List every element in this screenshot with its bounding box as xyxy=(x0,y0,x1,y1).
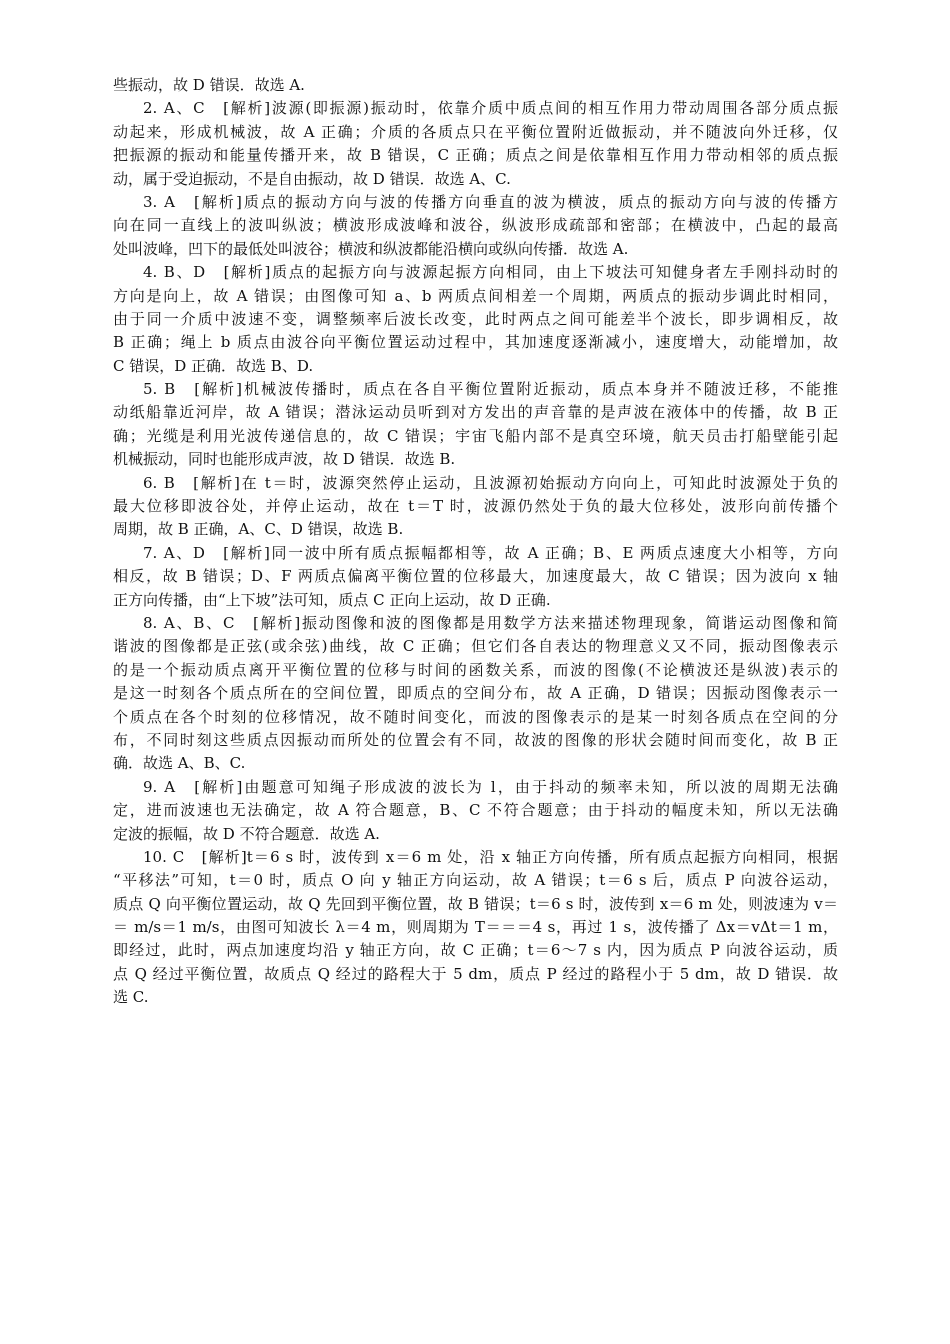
text-line: 正方向传播，由“上下坡”法可知，质点 C 正向上运动，故 D 正确. xyxy=(113,590,551,609)
text-line: 最大位移即波谷处，并停止运动，故在 t＝T 时，波源仍然处于负的最大位移处，波形向前传播个 xyxy=(113,497,838,516)
text-line: 的是一个振动质点离开平衡位置的位移与时间的函数关系，而波的图像(不论横波还是纵波)表示的 xyxy=(113,660,838,679)
text-line: 8. A、B、C [解析]振动图像和波的图像都是用数学方法来描述物理现象，简谐运动图像和简 xyxy=(143,613,838,632)
text-line: 7. A、D [解析]同一波中所有质点振幅都相等，故 A 正确；B、E 两质点速度大小相等，方向 xyxy=(143,543,838,562)
text-line: 谐波的图像都是正弦(或余弦)曲线，故 C 正确；但它们各自表达的物理意义又不同，振动图像表示 xyxy=(113,637,838,656)
text-line: 6. B [解析]在 t＝时，波源突然停止运动，且波源初始振动方向向上，可知此时波源处于负的 xyxy=(143,473,838,492)
text-line: 即经过，此时，两点加速度均沿 y 轴正方向，故 C 正确；t＝6～7 s 内，因为质点 P 向波谷运动，质 xyxy=(113,941,838,960)
text-line: 动纸船靠近河岸，故 A 错误；潜泳运动员听到对方发出的声音靠的是声波在液体中的传播，故 B 正 xyxy=(113,403,838,422)
text-line: 是这一时刻各个质点所在的空间位置，即质点的空间分布，故 A 正确，D 错误；因振动图像表示一 xyxy=(113,684,838,703)
text-line: 相反，故 B 错误；D、F 两质点偏离平衡位置的位移最大，加速度最大，故 C 错误；因为波向 x 轴 xyxy=(113,567,838,586)
text-line: 选 C. xyxy=(113,988,149,1007)
text-line: 5. B [解析]机械波传播时，质点在各自平衡位置附近振动，质点本身并不随波迁移，不能推 xyxy=(143,380,838,399)
text-line: 质点 Q 向平衡位置运动，故 Q 先回到平衡位置，故 B 错误；t＝6 s 时，波传到 x＝6 m 处，则波速为 v＝ xyxy=(113,894,838,913)
text-line: 定波的振幅，故 D 不符合题意．故选 A. xyxy=(113,824,380,843)
text-line: 动，属于受迫振动，不是自由振动，故 D 错误．故选 A、C. xyxy=(113,169,511,188)
text-line: 布，不同时刻这些质点因振动而所处的位置会有不同，故波的图像的形状会随时间而变化，故 B 正 xyxy=(113,730,838,749)
text-line: 机械振动，同时也能形成声波，故 D 错误．故选 B. xyxy=(113,450,456,469)
answer-q5 xyxy=(113,378,838,472)
answer-q6 xyxy=(113,472,838,542)
text-line: ＝ m/s＝1 m/s，由图可知波长 λ＝4 m，则周期为 T＝＝＝4 s，再过 1 s，波传播了 Δx＝vΔt＝1 m， xyxy=(113,918,838,937)
text-line: 把振源的振动和能量传播开来，故 B 错误，C 正确；质点之间是依靠相互作用力带动相邻的质点振 xyxy=(113,146,838,165)
text-line: 向在同一直线上的波叫纵波；横波形成波峰和波谷，纵波形成疏部和密部；在横波中，凸起的最高 xyxy=(113,216,838,235)
text-line: 处叫波峰，凹下的最低处叫波谷；横波和纵波都能沿横向或纵向传播．故选 A. xyxy=(113,239,629,258)
text-line: 2. A、C [解析]波源(即振源)振动时，依靠介质中质点间的相互作用力带动周围各部分质点振 xyxy=(143,99,838,118)
text-line: 个质点在各个时刻的位移情况，故不随时间变化，而波的图像表示的是某一时刻各质点在空间的分 xyxy=(113,707,838,726)
text-line: 由于同一介质中波速不变，调整频率后波长改变，此时两点之间可能差半个波长，即步调相反，故 xyxy=(113,309,838,328)
text-line: 确．故选 A、B、C. xyxy=(113,754,246,773)
text-line: 定，进而波速也无法确定，故 A 符合题意，B、C 不符合题意；由于抖动的幅度未知，所以无法确 xyxy=(113,801,838,820)
text-line: 方向是向上，故 A 错误；由图像可知 a、b 两质点间相差一个周期，两质点的振动步调此时相同， xyxy=(113,286,838,305)
answer-q2 xyxy=(113,97,838,191)
text-line: 动起来，形成机械波，故 A 正确；介质的各质点只在平衡位置附近做振动，并不随波向外迁移，仅 xyxy=(113,122,838,141)
text-line: B 正确；绳上 b 质点由波谷向平衡位置运动过程中，其加速度逐渐减小，速度增大，动能增加，故 xyxy=(113,333,838,352)
text-line: 10. C [解析]t＝6 s 时，波传到 x＝6 m 处，沿 x 轴正方向传播，所有质点起振方向相同，根据 xyxy=(143,847,838,866)
text-line: 点 Q 经过平衡位置，故质点 Q 经过的路程大于 5 dm，质点 P 经过的路程小于 5 dm，故 D 错误．故 xyxy=(113,964,838,983)
answer-q4 xyxy=(113,261,838,378)
answer-q10 xyxy=(113,846,838,1010)
answer-document xyxy=(113,74,838,1010)
text-line: 确；光缆是利用光波传递信息的，故 C 错误；宇宙飞船内部不是真空环境，航天员击打船壁能引起 xyxy=(113,426,838,445)
text-line: C 错误，D 正确．故选 B、D. xyxy=(113,356,314,375)
answer-q9 xyxy=(113,776,838,846)
text-line: 些振动，故 D 错误．故选 A. xyxy=(113,76,305,94)
text-line: 9. A [解析]由题意可知绳子形成波的波长为 l，由于抖动的频率未知，所以波的周期无法确 xyxy=(143,777,838,796)
answer-q1-tail xyxy=(113,74,838,97)
answer-q3 xyxy=(113,191,838,261)
text-line: 周期，故 B 正确，A、C、D 错误，故选 B. xyxy=(113,520,404,539)
text-line: 4. B、D [解析]质点的起振方向与波源起振方向相同，由上下坡法可知健身者左手刚抖动时的 xyxy=(143,263,838,282)
text-line: “平移法”可知，t＝0 时，质点 O 向 y 轴正方向运动，故 A 错误；t＝6 s 后，质点 P 向波谷运动， xyxy=(113,871,838,890)
text-line: 3. A [解析]质点的振动方向与波的传播方向垂直的波为横波，质点的振动方向与波的传播方 xyxy=(143,192,838,211)
answer-q8 xyxy=(113,612,838,776)
answer-q7 xyxy=(113,542,838,612)
